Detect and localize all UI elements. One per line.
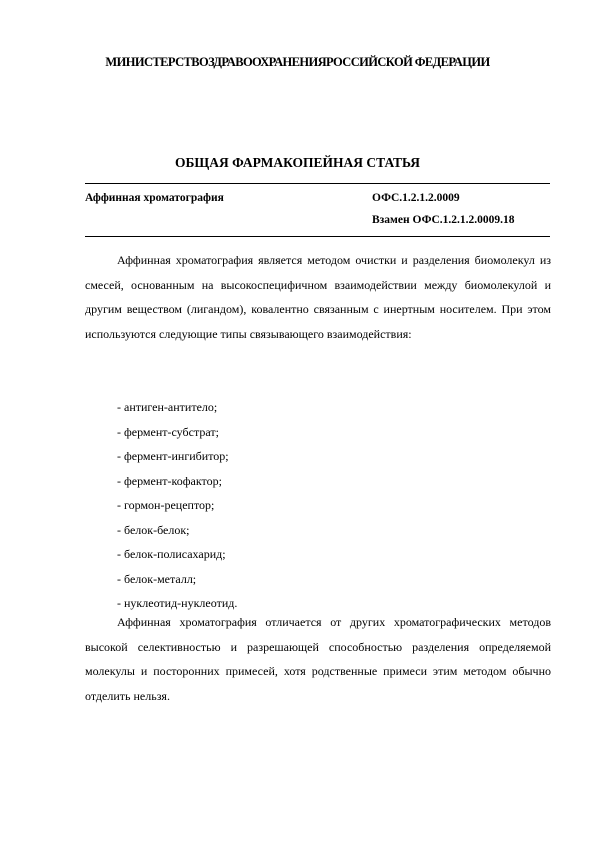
list-item: - белок-полисахарид; [117,547,226,561]
article-type-title: ОБЩАЯ ФАРМАКОПЕЙНАЯ СТАТЬЯ [174,155,421,170]
intro-paragraph: Аффинная хроматография является методом очистки и разделения биомолекул из смесей, основанным на высокоспецифичном взаимодействии между биомолекулой и другим веществом (лигандом), ковалентно связанным с инертным носителем. При этом используются следующие типы связывающего взаимодействия: [85,253,551,341]
monograph-code: ОФС.1.2.1.2.0009 [372,192,460,204]
closing-paragraph: Аффинная хроматография отличается от других хроматографических методов высокой селективностью и разрешающей способностью разделения определяемой молекулы и посторонних примесей, хотя родственные примеси этим методом обычно отделить нельзя. [85,615,551,703]
list-item: - антиген-антитело; [117,400,218,414]
list-item: - фермент-субстрат; [117,424,219,439]
list-item: - белок-белок; [117,522,190,537]
monograph-name: Аффинная хроматография [85,192,224,204]
ministry-heading: МИНИСТЕРСТВОЗДРАВООХРАНЕНИЯРОССИЙСКОЙ ФЕДЕРАЦИИ [105,55,490,69]
interaction-types-list [117,395,237,616]
list-item: - белок-металл; [117,571,197,586]
bottom-divider [85,236,550,237]
list-item: - фермент-кофактор; [117,473,222,488]
replaces-code: Взамен ОФС.1.2.1.2.0009.18 [372,214,515,226]
top-divider [85,183,550,184]
list-item: - нуклеотид-нуклеотид. [117,596,238,610]
list-item: - фермент-ингибитор; [117,449,229,463]
list-item: - гормон-рецептор; [117,498,215,512]
